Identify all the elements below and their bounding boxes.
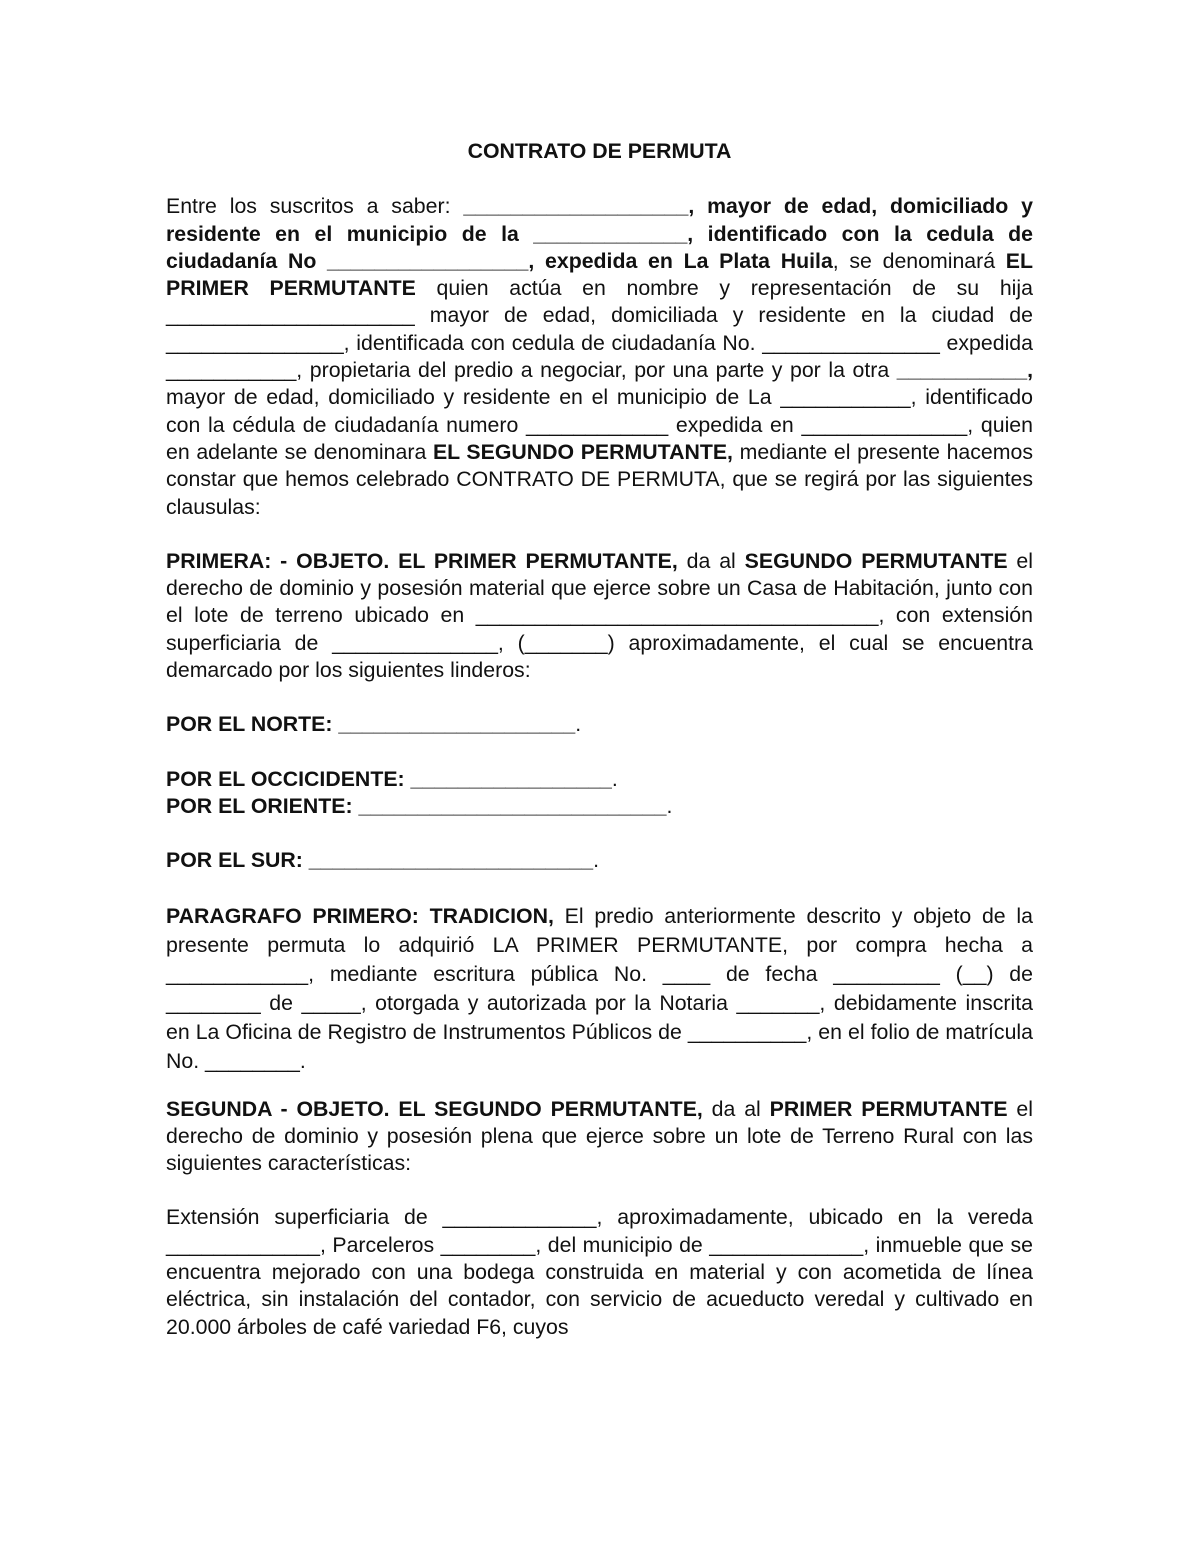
lindero-oriente xyxy=(166,793,1033,820)
document-title: CONTRATO DE PERMUTA xyxy=(467,139,732,163)
clause-text: el derecho de dominio y posesión plena que ejerce sobre un lote de Terreno Rural con las siguientes características: xyxy=(166,1096,1034,1176)
clause-primera-heading: PRIMERA: - OBJETO. EL PRIMER PERMUTANTE, xyxy=(166,548,678,573)
document-page xyxy=(166,138,1033,1341)
intro-text: mayor de edad, domiciliado y residente en el municipio de La ___________, identificado con la cédula de ciudadanía numero ____________ expedida en ______________, quien en adelante se denominara xyxy=(166,385,1033,464)
lindero-norte xyxy=(166,711,1033,738)
paragrafo-text: El predio anteriormente descrito y objeto de la presente permuta lo adquirió LA PRIMER PERMUTANTE, por compra hecha a ____________, mediante escritura pública No. ____ de fecha _________ (__) de ________ de _____, otorgada y autorizada por la Notaria _______, debidamente inscrita en La Oficina de Registro de Instrumentos Públicos de __________, en el folio de matrícula No. ________. xyxy=(166,903,1033,1073)
lindero-sur-label: POR EL SUR: ________________________ xyxy=(166,848,594,873)
intro-text: quien actúa en nombre y representación de su hija _____________________ mayor de edad, domiciliada y residente en la ciudad de _______________, identificada con cedula de ciudadanía No. _______________ expedida ___________, propietaria del predio a negociar, por una parte y por la otra xyxy=(166,276,1033,383)
paragrafo-heading: PARAGRAFO PRIMERO: TRADICION, xyxy=(166,903,554,928)
intro-bold-party-two: ___________, xyxy=(896,358,1033,383)
lindero-oriente-label: POR EL ORIENTE: __________________________ xyxy=(166,793,667,818)
intro-paragraph xyxy=(166,193,1033,521)
clause-bold-term: SEGUNDO PERMUTANTE xyxy=(744,548,1008,573)
clause-segunda-heading: SEGUNDA - OBJETO. EL SEGUNDO PERMUTANTE, xyxy=(166,1096,703,1121)
clause-text: el derecho de dominio y posesión material que ejerce sobre un Casa de Habitación, junto con el lote de terreno ubicado en __________________________________, con extensión superficiaria de ______________, (_______) aproximadamente, el cual se encuentra demarcado por los siguientes linderos: xyxy=(166,548,1033,683)
lindero-end: . xyxy=(611,766,618,791)
lindero-occidente xyxy=(166,766,1033,793)
intro-bold-segundo-permutante: EL SEGUNDO PERMUTANTE, xyxy=(432,439,733,464)
intro-text: , se denominará xyxy=(832,248,1006,273)
paragrafo-primero xyxy=(166,902,1033,1076)
lindero-sur xyxy=(166,847,1033,874)
lindero-end: . xyxy=(666,793,673,818)
lindero-norte-label: POR EL NORTE: ____________________ xyxy=(166,712,576,737)
clause-primera xyxy=(166,548,1033,684)
intro-text: mediante el presente hacemos constar que hemos celebrado CONTRATO DE PERMUTA, que se regirá por las siguientes clausulas: xyxy=(166,439,1034,519)
clause-text: da al xyxy=(702,1096,770,1121)
lindero-end: . xyxy=(593,848,599,873)
clause-bold-term: PRIMER PERMUTANTE xyxy=(769,1096,1008,1121)
lindero-occidente-label: POR EL OCCICIDENTE: _________________ xyxy=(166,766,612,791)
lindero-end: . xyxy=(575,712,582,737)
intro-text: Entre los suscritos a saber: xyxy=(166,194,464,219)
extension-paragraph: Extensión superficiaria de _____________, aproximadamente, ubicado en la vereda _____________, Parceleros ________, del municipio de _____________, inmueble que se encuentra mejorado con una bodega construida en material y con acometida de línea eléctrica, sin instalación del contador, con servicio de acueducto veredal y cultivado en 20.000 árboles de café variedad F6, cuyos xyxy=(166,1205,1033,1339)
clause-text: da al xyxy=(677,548,745,573)
clause-segunda xyxy=(166,1096,1033,1178)
intro-bold-party-one: ___________________, mayor de edad, domiciliado y residente en el municipio de la _____________, identificado con la cedula de ciudadanía No _________________, expedida en La Plata Huila xyxy=(166,194,1033,273)
intro-bold-primer-permutante: EL PRIMER PERMUTANTE xyxy=(166,248,1033,301)
